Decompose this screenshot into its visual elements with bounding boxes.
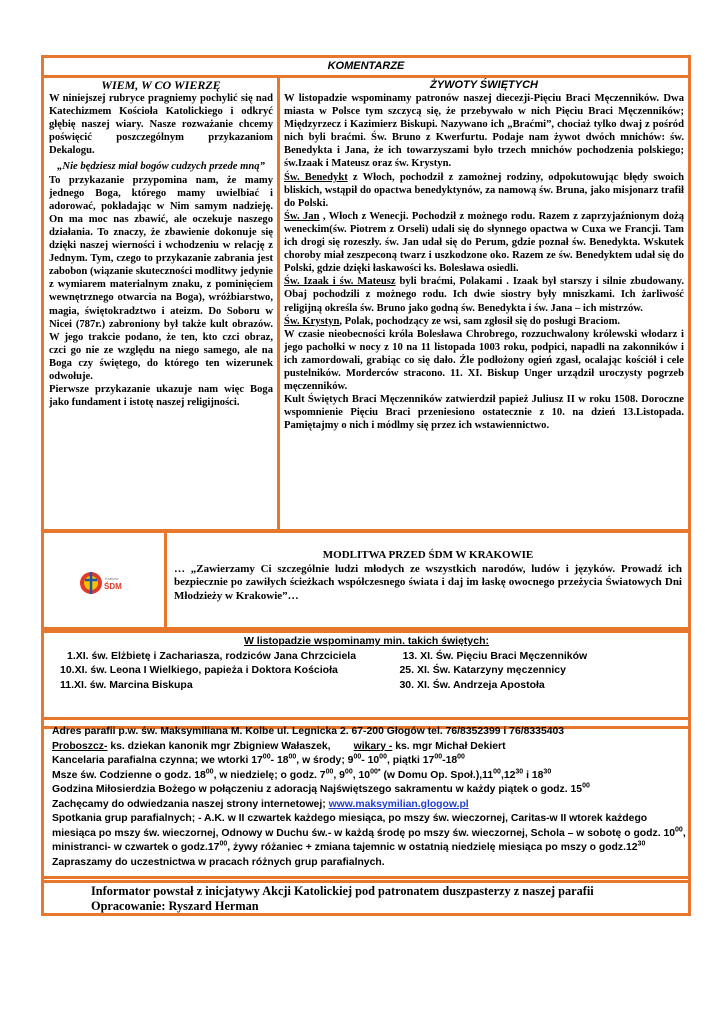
informator-credits [91,884,681,913]
superscript: 00 [457,753,465,761]
superscript: 00 [344,768,353,776]
superscript: 30 [515,768,524,776]
krystyn-text: , Polak, pochodzący ze wsi, sam zgłosił się do posługi Braciom. [339,315,621,327]
superscript: 00 [379,753,387,761]
martyrdom-paragraph: W czasie nieobecności króla Bolesława Chrobrego, rozzuchwalony królewski włodarz i jego pachołki w nocy z 10 na 11 listopada 1003 roku, podpici, napadli na zakonników i ich zamordowali, grabiąc co się dało. Źle podłożony ogień zgasł, ocalając kościół i cele pustelników. Morderców stracono. 11. XI. Biskup Unger urządził uroczysty pogrzeb męczenników. [284,328,684,393]
office-hours-text: , piątki 17 [386,755,435,766]
mass-times [52,769,688,784]
proboszcz-label: Proboszcz- [52,740,108,752]
mass-times-text: i 18 [523,769,544,781]
faith-column-title: WIEM, W CO WIERZĘ [101,78,221,92]
saint-right: 25. XI. Św. Katarzyny męczennicy [399,664,566,677]
superscript: 30 [543,768,552,776]
prayer-title: MODLITWA PRZED ŚDM W KRAKOWIE [322,549,534,561]
prayer-divider [164,533,167,630]
superscript: 00 [353,753,362,761]
faith-closing: Pierwsze przykazanie ukazuje nam więc Boga jako fundament i istotę naszej religijności. [49,384,273,409]
comments-section [41,55,691,532]
superscript: 00 [675,826,683,834]
groups-text: , żywy różaniec + zmiana tajemnic w ostatnią niedzielę miesiąca po mszy o godz.12 [227,842,638,853]
saint-right: 13. XI. Św. Pięciu Braci Męczenników [402,649,588,662]
mass-times-text: Msze św. Codzienne o godz. 18 [52,769,206,781]
groups-meetings [52,812,688,856]
commandment-quote: „Nie będziesz miał bogów cudzych przede mną” [57,161,265,173]
mercy-hour [52,783,688,798]
office-hours-text: - 10 [361,755,380,766]
superscript: 00 [493,768,501,776]
jan-text: , Włoch z Wenecji. Pochodził z możnego rodu. Razem z zaprzyjaźnionym dożą weneckim(św. Piotrem z Orseli) udali się do słynnego opactwa w Cuxa we Francji. Tam ich drogi się rozeszły. św. Jan udał się do Perum, gdzie poznał św. Benedykta. Wskutek choroby miał zeszpeconą twarz i uszkodzone oko. Razem ze św. Benedyktem udał się do Polski, gdzie dzięki łaskawości ks. Bolesława osiedli. [284,210,684,275]
website-link[interactable]: www.maksymilian.glogow.pl [328,798,469,810]
superscript: 00 [205,768,214,776]
informator-section [41,876,691,916]
office-hours-text: - 18 [270,755,289,766]
saint-left: 11.XI. św. Marcina Biskupa [60,678,193,691]
website-invite: Zachęcamy do odwiedzania naszej strony internetowej; [52,798,329,810]
svg-text:Kraków: Kraków [105,576,119,581]
superscript: 00 [288,753,297,761]
saints-intro: W listopadzie wspominamy patronów naszej diecezji-Pięciu Braci Męczenników. Dwa miasta w Polsce tym szczycą się, że przebywało w nich Pięciu Braci Męczenników; Międzyrzecz i Kazimierz Biskupi. Nazywano ich „Braćmi”, chociaż tylko dwaj z pośród nich byli braćmi. Św. Bruno z Kwerfurtu. Podaje nam żywot dwóch mnichów: św. Benedykta i Jana, że ich towarzyszami było trzech mnichów pochodzenia polskiego; św.Izaak i Mateusz oraz św. Krystyn. [284,93,684,170]
faith-intro: W niniejszej rubryce pragniemy pochylić się nad Katechizmem Kościoła Katolickiego i odkryć głębię naszej wiary. Nasze rozważanie chcemy poświęcić poszczególnym przykazaniom Dekalogu. [49,93,273,157]
column-divider [277,78,280,529]
benedykt-paragraph [284,171,684,210]
saints-list-title: W listopadzie wspominamy min. takich świętych: [243,635,490,647]
izaak-mateusz-text: byli braćmi, Polakami . Izaak był starszy i silnie zbudowany. Obaj pochodzili z możnego rodu. Ich dwie siostry były mniszkami. Ich żarliwość religijną określa św. Bruno jako godną św. Benedykta i św. Jana – ich mistrzów. [284,276,684,314]
invitation: Zapraszamy do uczestnictwa w pracach różnych grup parafialnych. [52,856,385,868]
author-line: Opracowanie: Ryszard Herman [91,898,259,913]
saints-list-section [41,627,691,729]
izaak-mateusz-name: Św. Izaak i św. Mateusz [284,276,396,288]
list-item [54,649,679,664]
jan-paragraph [284,210,684,275]
superscript: 00 [582,782,590,790]
benedykt-text: z Włoch, pochodził z zamożnej rodziny, odpokutowując błędy swoich bliskich, wstąpił do opactwa benedyktynów, za namową św. Bruna, jako misjonarz trafił do Polski. [284,171,684,209]
list-item [54,678,679,693]
comments-header: KOMENTARZE [44,58,688,78]
website-line [52,798,688,813]
mass-times-text: , 10 [352,769,371,781]
izaak-mateusz-paragraph [284,275,684,314]
saint-right: 30. XI. Św. Andrzeja Apostoła [399,678,545,691]
mass-times-text: (w Domu Op. Społ.),11 [380,769,494,781]
parish-info-section [41,717,691,883]
saints-lives-column [284,79,684,432]
wyd-logo-text: ŚDM [104,582,122,591]
wikary-name: ks. mgr Michał Dekiert [392,740,506,752]
office-hours-text: -18 [442,755,458,766]
proboszcz-name: ks. dziekan kanonik mgr Zbigniew Wałaszek, [107,740,331,752]
saints-lives-title: ŻYWOTY ŚWIĘTYCH [430,79,538,91]
wyd-logo-icon [79,565,125,601]
superscript: 00 [325,768,334,776]
jan-name: Św. Jan [284,210,320,222]
superscript: 00 [262,753,271,761]
office-hours [52,754,688,769]
prayer-text: … „Zawierzamy Ci szczególnie ludzi młodych ze wszystkich narodów, ludów i języków. Prowadź ich bezpiecznie po zawiłych ścieżkach współczesnego świata i daj im łaskę owocnego przeżycia Światowych Dni Młodzieży w Krakowie”… [174,562,682,602]
faith-body: To przykazanie przypomina nam, że mamy jednego Boga, którego mamy uwielbiać i adorować, pokładając w Nim samym nadzieję. On ma moc nas zbawić, ale oczekuje naszego działania. To znaczy, że zbawienie dokonuje się dzięki naszej wierności i wchodzeniu w relację z Jednym. Tym, czego to przykazanie zabrania jest zabobon (wiązanie skuteczności modlitwy jedynie z wymiarem materialnym znaku, z pominięciem wewnętrznego otwarcia na Boga), wróżbiarstwo, magia, świętokradztwo i ateizm. Do Soboru w Nicei (787r.) zabroniony był także kult obrazów. W jego trakcie podano, że ten, kto czci obraz, czci go nie ze względu na niego samego, ale na Boga czy świętego, do którego ten wizerunek odwołuje. [49,174,273,382]
office-hours-text: Kancelaria parafialna czynna; we wtorki 17 [52,755,263,766]
cult-paragraph: Kult Świętych Braci Męczenników zatwierdził papież Juliusz II w roku 1508. Doroczne wspomnienie Pięciu Braci przeniesiono ostatecznie z 10. na dzień 13.Listopada. Pamiętajmy o nich i módlmy się przez ich wstawiennictwo. [284,394,684,432]
superscript: 00 [219,840,228,848]
parish-address: Adres parafii p.w. św. Maksymiliana M. Kolbe ul. Legnicka 2. 67-200 Głogów tel. 76/8352399 i 76/8335403 [52,726,565,737]
mercy-hour-text: Godzina Miłosierdzia Bożego w połączeniu z adoracją Najświętszego sakramentu w każdy piątek o godz. 15 [52,784,583,795]
saint-left: 1.XI. św. Elżbietę i Zachariasza, rodziców Jana Chrzciciela [67,649,357,662]
list-item [54,663,679,678]
krystyn-name: Św. Krystyn [284,315,340,327]
mass-times-text: ,12 [500,769,516,781]
informator-line: Informator powstał z inicjatywy Akcji Katolickiej pod patronatem duszpasterzy z naszej parafii [91,884,594,898]
wikary-label: wikary - [353,740,393,752]
benedykt-name: Św. Benedykt [284,171,348,183]
krystyn-paragraph [284,315,684,328]
office-hours-text: , w środy; 9 [296,755,354,766]
groups-text: , ministranci- w czwartek o godz.17 [52,827,686,853]
superscript: 00* [370,768,381,776]
groups-text: Spotkania grup parafialnych; - A.K. w II czwartek każdego miesiąca, po mszy św. wieczornej, Caritas-w II wtorek każdego miesiąca po mszy św. wieczornej, Odnowy w Duchu św.- w każdą środę po mszy św. wieczornej, Schola – w sobotę o godz. 10 [52,813,676,839]
clergy-line [52,740,688,755]
faith-column [49,79,273,409]
mass-times-text: , 9 [333,769,345,781]
saints-list [54,634,679,692]
parish-info [52,725,688,870]
prayer-section [41,530,691,633]
superscript: 00 [434,753,443,761]
superscript: 30 [637,840,646,848]
saint-left: 10.XI. św. Leona I Wielkiego, papieża i Doktora Kościoła [60,664,338,677]
mass-times-text: , w niedzielę; o godz. 7 [213,769,326,781]
prayer-block [174,549,682,603]
